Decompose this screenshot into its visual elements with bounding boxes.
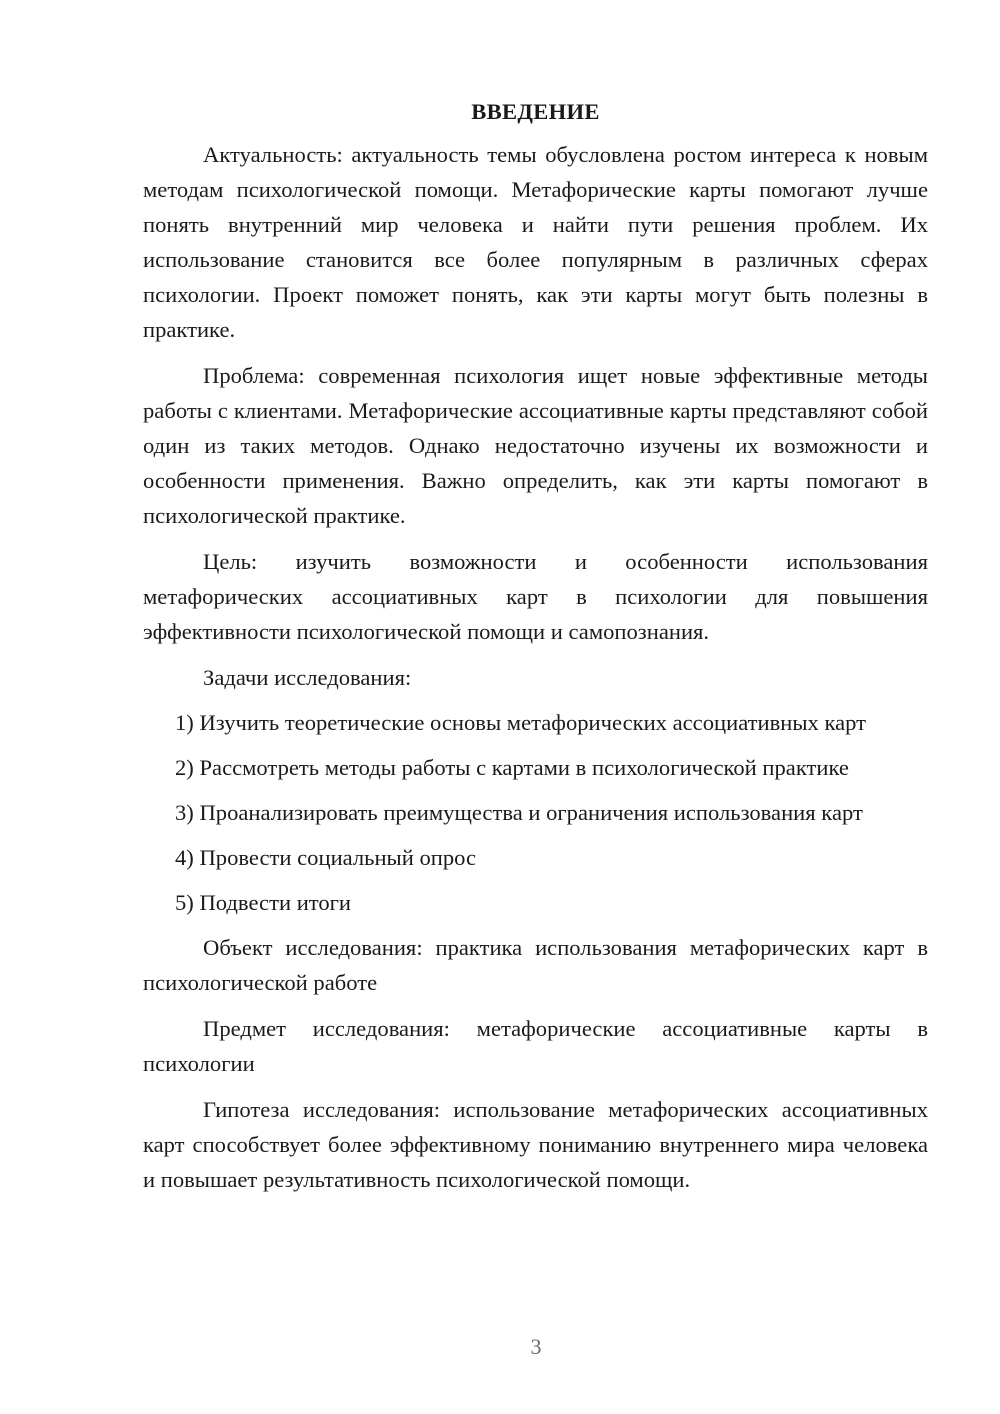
task-item: 3) Проанализировать преимущества и ограничения использования карт <box>175 800 863 825</box>
hypothesis-paragraph: Гипотеза исследования: использование метафорических ассоциативных карт способствует более эффективному пониманию внутреннего мира человека и повышает результативность психологической помощи. <box>143 1097 928 1192</box>
task-item: 2) Рассмотреть методы работы с картами в психологической практике <box>175 755 849 780</box>
object-paragraph: Объект исследования: практика использования метафорических карт в психологической работе <box>143 935 928 995</box>
task-item: 4) Провести социальный опрос <box>175 845 477 870</box>
relevance-paragraph: Актуальность: актуальность темы обусловлена ростом интереса к новым методам психологической помощи. Метафорические карты помогают лучше понять внутренний мир человека и найти пути решения проблем. Их использование становится все более популярным в различных сферах психологии. Проект поможет понять, как эти карты могут быть полезны в практике. <box>143 142 928 342</box>
task-item: 1) Изучить теоретические основы метафорических ассоциативных карт <box>175 710 867 735</box>
goal-paragraph: Цель: изучить возможности и особенности использования метафорических ассоциативных карт в психологии для повышения эффективности психологической помощи и самопознания. <box>143 549 928 644</box>
tasks-label: Задачи исследования: <box>203 665 412 690</box>
subject-paragraph: Предмет исследования: метафорические ассоциативные карты в психологии <box>143 1016 928 1076</box>
section-heading: ВВЕДЕНИЕ <box>471 99 600 124</box>
page-number: 3 <box>530 1334 542 1359</box>
tasks-list <box>143 705 928 920</box>
task-item: 5) Подвести итоги <box>175 890 352 915</box>
document-body <box>143 94 928 1208</box>
problem-paragraph: Проблема: современная психология ищет новые эффективные методы работы с клиентами. Метафорические ассоциативные карты представляют собой один из таких методов. Однако недостаточно изучены их возможности и особенности применения. Важно определить, как эти карты помогают в психологической практике. <box>143 363 928 528</box>
